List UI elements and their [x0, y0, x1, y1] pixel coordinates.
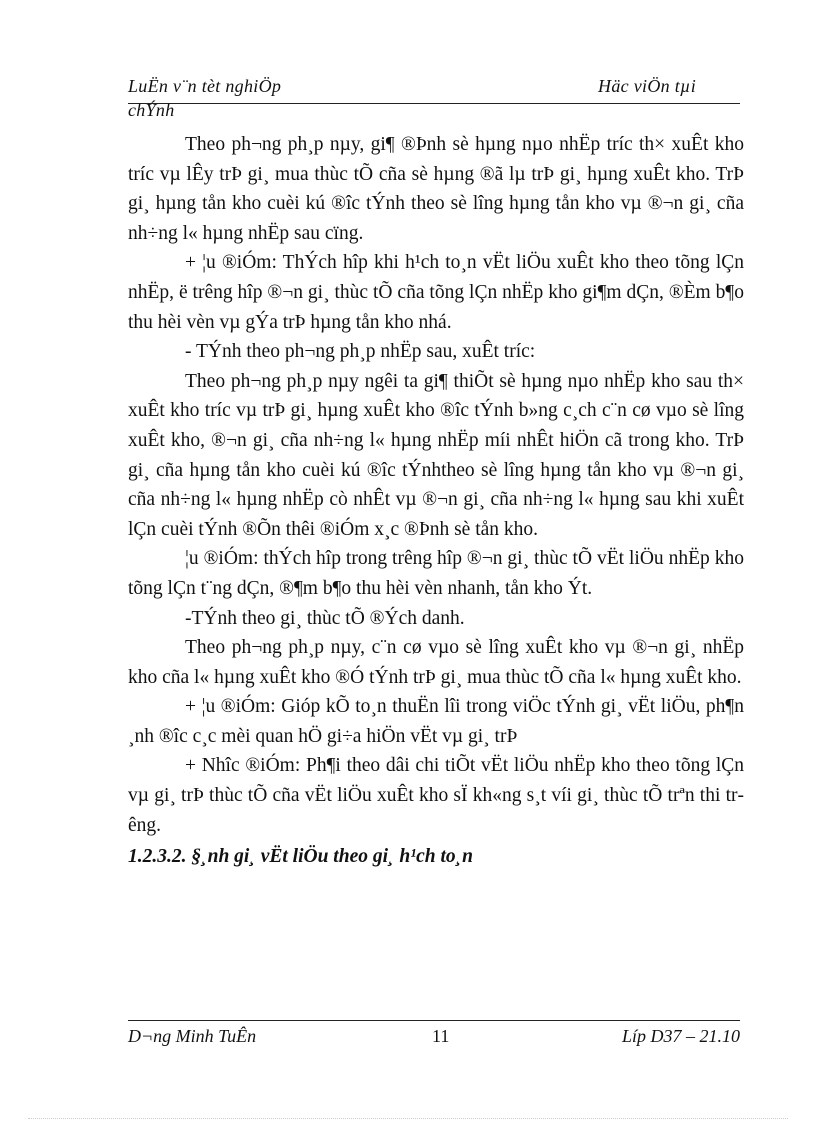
page-header [128, 76, 696, 102]
page-bottom-edge [28, 1118, 788, 1119]
header-divider [128, 103, 740, 104]
header-thesis-title: LuËn v¨n tèt nghiÖp [128, 76, 282, 96]
paragraph-specific-id-description: Theo ph¬ng ph¸p nµy, c¨n cø vµo sè lîng xuÊt kho vµ ®¬n gi¸ nhËp kho cña l« hµng xuÊt kho ®Ó tÝnh trÞ gi¸ mua thùc tÕ cña l« hµng xuÊt kho. [128, 637, 744, 688]
section-heading: 1.2.3.2. §¸nh gi¸ vËt liÖu theo gi¸ h¹ch to¸n [128, 846, 473, 868]
header-institution: Häc viÖn tµi [598, 76, 696, 96]
paragraph-lifo-description: Theo ph¬ng ph¸p nµy ngêi ta gi¶ thiÕt sè hµng nµo nhËp kho sau th× xuÊt kho tríc vµ trÞ gi¸ hµng xuÊt kho ®îc tÝnh b»ng c¸ch c¨n cø vµo sè lîng xuÊt kho, ®¬n gi¸ cña nh÷ng l« hµng nhËp míi nhÊt hiÖn cã trong kho. TrÞ gi¸ cña hµng tån kho cuèi kú ®îc tÝnhtheo sè lîng hµng tån kho vµ ®¬n gi¸ cña nh÷ng l« hµng nhËp cò nhÊt vµ ®¬n gi¸ cña nh÷ng l« hµng sau khi xuÊt lÇn cuèi tÝnh ®Õn thêi ®iÓm x¸c ®Þnh sè tån kho. [128, 370, 744, 540]
page-number: 11 [432, 1026, 450, 1046]
paragraph-lifo-title: - TÝnh theo ph¬ng ph¸p nhËp sau, xuÊt tríc: [185, 341, 536, 363]
paragraph-specific-id-title: -TÝnh theo gi¸ thùc tÕ ®Ých danh. [185, 607, 465, 629]
document-body [128, 130, 744, 872]
paragraph-fifo-advantage: + ¦u ®iÓm: ThÝch hîp khi h¹ch to¸n vËt liÖu xuÊt kho theo tõng lÇn nhËp, ë trêng hîp ®¬n gi¸ thùc tÕ cña tõng lÇn nhËp kho gi¶m dÇn, ®Èm b¶o thu hèi vèn vµ gÝa trÞ hµng tån kho nhá. [128, 252, 744, 333]
paragraph-fifo-description: Theo ph¬ng ph¸p nµy, gi¶ ®Þnh sè hµng nµo nhËp tríc th× xuÊt kho tríc vµ lÊy trÞ gi¸ mua thùc tÕ cña sè hµng ®ã lµ trÞ gi¸ hµng xuÊt kho. TrÞ gi¸ hµng tån kho cuèi kú ®îc tÝnh theo sè lîng hµng tån kho vµ ®¬n gi¸ cña nh÷ng l« hµng nhËp sau cïng. [128, 134, 744, 244]
paragraph-lifo-advantage: ¦u ®iÓm: thÝch hîp trong trêng hîp ®¬n gi¸ thùc tÕ vËt liÖu nhËp kho tõng lÇn t¨ng dÇn, ®¶m b¶o thu hèi vèn nhanh, tån kho Ýt. [128, 548, 744, 599]
footer-class: Líp D37 – 21.10 [621, 1026, 740, 1046]
footer-divider [128, 1020, 740, 1021]
header-institution-wrap: chÝnh [128, 100, 175, 120]
footer-author: D¬ng Minh TuÊn [128, 1026, 257, 1046]
paragraph-specific-id-advantage: + ¦u ®iÓm: Gióp kÕ to¸n thuËn lîi trong viÖc tÝnh gi¸ vËt liÖu, ph¶n ¸nh ®îc c¸c mèi quan hÖ gi÷a hiÖn vËt vµ gi¸ trÞ [128, 696, 744, 747]
paragraph-specific-id-disadvantage: + Nhîc ®iÓm: Ph¶i theo dâi chi tiÕt vËt liÖu nhËp kho theo tõng lÇn vµ gi¸ trÞ thùc tÕ cña vËt liÖu xuÊt kho sÏ kh«ng s¸t víi gi¸ thùc tÕ trªn thi trêng. [128, 755, 744, 836]
